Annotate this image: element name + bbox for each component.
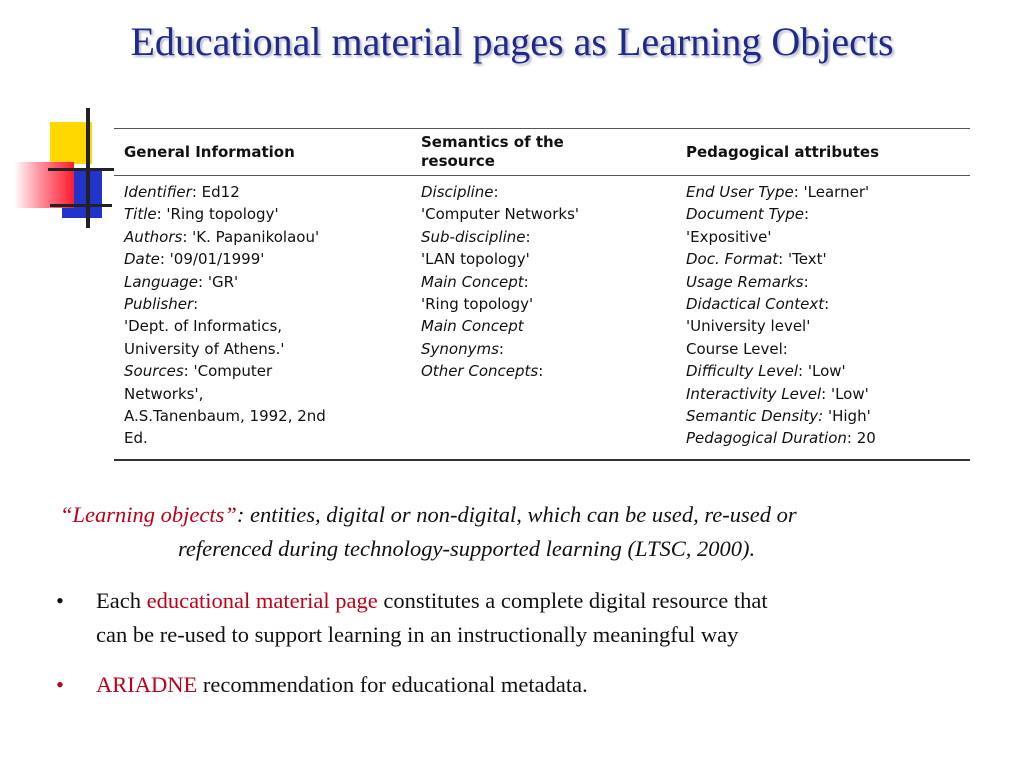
slide-title: Educational material pages as Learning Objects [130, 19, 894, 64]
column-header-line: Pedagogical attributes [686, 142, 880, 161]
table-row: Identifier: Ed12 [124, 183, 240, 201]
definition-line [60, 498, 990, 532]
metadata-table [114, 128, 970, 461]
table-row: Sub-discipline: [421, 227, 531, 246]
column-header-line: resource [421, 152, 495, 170]
highlighted-term: educational material page [146, 588, 378, 613]
table-row: 'Expositive' [686, 227, 772, 246]
column-body [124, 181, 420, 450]
table-row: End User Type: 'Learner' [686, 183, 870, 201]
table-row: Discipline: [421, 183, 499, 201]
logo-horizontal-line [50, 204, 112, 207]
column-body [686, 181, 968, 450]
table-row: Semantic Density: 'High' [686, 406, 871, 425]
column-header-line: General Information [124, 142, 295, 161]
table-row: Other Concepts: [421, 362, 544, 381]
bullet-text-line: can be re-used to support learning in an instructionally meaningful way [96, 622, 739, 647]
table-row: 'University level' [686, 317, 811, 336]
column-body [421, 181, 683, 383]
table-row: 'Computer Networks' [421, 205, 580, 224]
bullet-text-line: Each educational material page constitutes a complete digital resource that [96, 588, 768, 613]
column-header [421, 129, 683, 175]
logo-horizontal-line [48, 168, 114, 171]
table-row: 'Dept. of Informatics, [124, 317, 283, 336]
table-row: Title: 'Ring topology' [124, 205, 279, 224]
table-row: Pedagogical Duration: 20 [686, 429, 876, 448]
table-row: Difficulty Level: 'Low' [686, 362, 846, 381]
table-row: A.S.Tanenbaum, 1992, 2nd [124, 406, 326, 425]
column-header [686, 129, 968, 175]
learning-objects-definition [60, 498, 990, 566]
table-row: Sources: 'Computer [124, 362, 273, 381]
bullet-text-line: ARIADNE recommendation for educational metadata. [96, 672, 588, 697]
table-row: Language: 'GR' [124, 272, 239, 291]
column-header [124, 129, 420, 175]
table-row: Authors: 'K. Papanikolaou' [124, 227, 320, 246]
table-row: Date: '09/01/1999' [124, 250, 265, 269]
table-header-rule [114, 175, 970, 176]
table-row: Usage Remarks: [686, 272, 809, 291]
table-row: 'LAN topology' [421, 250, 530, 269]
table-row: Document Type: [686, 205, 810, 224]
table-row: Networks', [124, 384, 204, 403]
column-header-line: Semantics of the [421, 133, 564, 151]
table-row: University of Athens.' [124, 339, 285, 358]
table-row: Main Concept: [421, 272, 529, 291]
table-row: Main Concept [421, 317, 524, 336]
table-row: Didactical Context: [686, 294, 830, 313]
table-row: Publisher: [124, 294, 199, 313]
bullet-marker: • [56, 588, 64, 613]
bullet-marker: • [56, 672, 64, 697]
table-row: Interactivity Level: 'Low' [686, 384, 869, 403]
table-row: 'Ring topology' [421, 294, 534, 313]
definition-line: referenced during technology-supported learning (LTSC, 2000). [178, 536, 756, 561]
table-row: Doc. Format: 'Text' [686, 250, 827, 269]
definition-text: : entities, digital or non-digital, which can be used, re-used or [236, 502, 797, 527]
table-row: Course Level: [686, 339, 788, 358]
table-row: Synonyms: [421, 339, 504, 358]
decorative-logo-icon [14, 108, 114, 230]
highlighted-term: ARIADNE [96, 672, 198, 697]
definition-term: “Learning objects” [60, 502, 237, 527]
table-row: Ed. [124, 429, 148, 448]
